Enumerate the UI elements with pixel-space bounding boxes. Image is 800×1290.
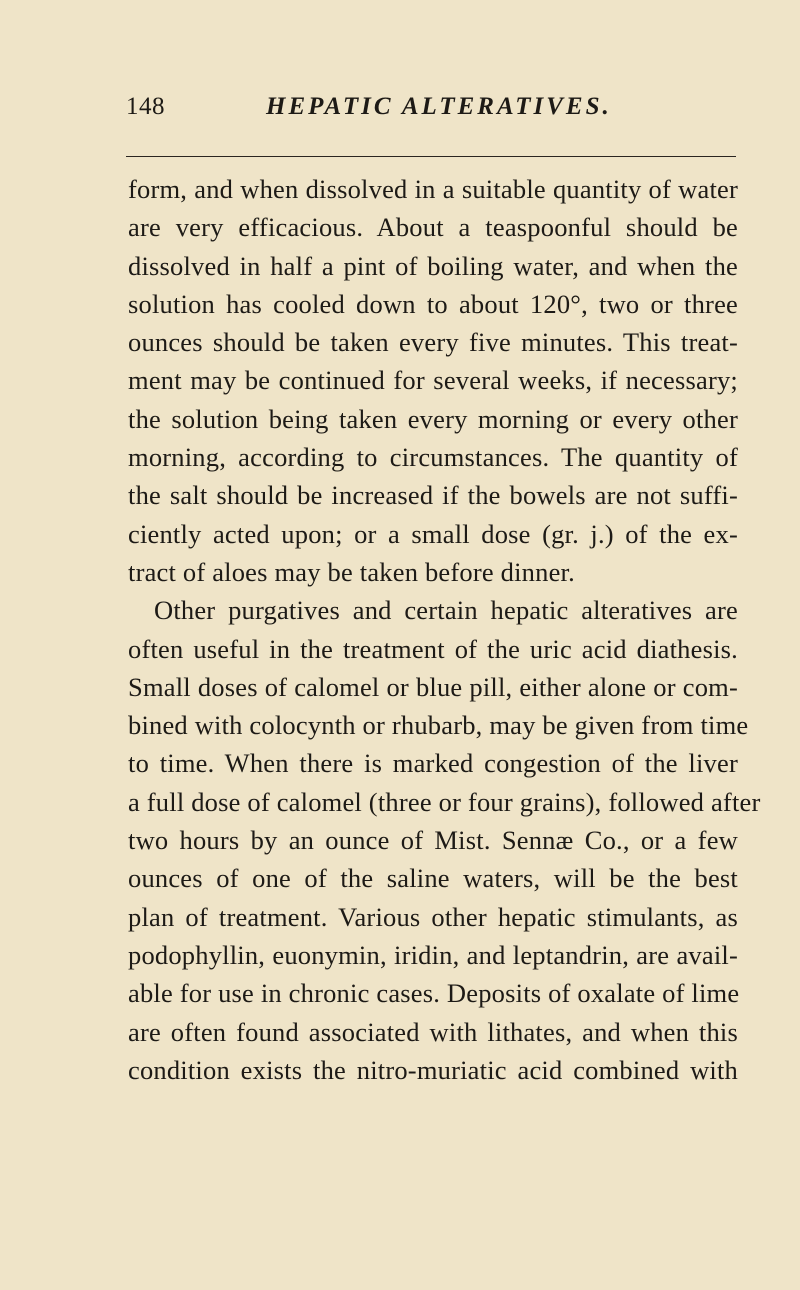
text-line: ounces should be taken every five minutes. This treat- (128, 327, 738, 358)
text-line: a full dose of calomel (three or four grains), followed after (128, 786, 761, 817)
paragraph-start-line: Other purgatives and certain hepatic alteratives are (154, 595, 738, 626)
text-line: condition exists the nitro-muriatic acid combined with (128, 1054, 738, 1085)
text-line: able for use in chronic cases. Deposits of oxalate of lime (128, 978, 740, 1009)
text-line: the solution being taken every morning or every other (128, 403, 738, 434)
running-head: HEPATIC ALTERATIVES. (266, 93, 612, 120)
text-line: ment may be continued for several weeks, if necessary; (128, 365, 738, 396)
text-line: form, and when dissolved in a suitable quantity of water (128, 174, 738, 204)
page-header (126, 93, 736, 133)
text-line: ounces of one of the saline waters, will be the best (128, 863, 738, 894)
text-line: dissolved in half a pint of boiling water, and when the (128, 250, 738, 281)
text-line: solution has cooled down to about 120°, two or three (128, 288, 738, 319)
text-line: morning, according to circumstances. The quantity of (128, 442, 738, 473)
text-line: plan of treatment. Various other hepatic stimulants, as (128, 901, 738, 932)
text-line: are often found associated with lithates, and when this (128, 1016, 738, 1047)
text-line: ciently acted upon; or a small dose (gr. j.) of the ex- (128, 518, 738, 549)
body-text (128, 170, 761, 1089)
text-line: podophyllin, euonymin, iridin, and leptandrin, are avail- (128, 939, 738, 970)
text-line: bined with colocynth or rhubarb, may be given from time (128, 710, 749, 741)
text-line: the salt should be increased if the bowels are not suffi- (128, 480, 738, 511)
text-line: tract of aloes may be taken before dinner. (128, 556, 575, 587)
text-line: to time. When there is marked congestion of the liver (128, 748, 738, 779)
text-line: often useful in the treatment of the uric acid diathesis. (128, 633, 738, 664)
text-line: are very efficacious. About a teaspoonful should be (128, 212, 738, 243)
text-line: two hours by an ounce of Mist. Sennæ Co., or a few (128, 825, 738, 856)
page-number: 148 (126, 93, 165, 120)
header-rule (126, 156, 736, 157)
text-line: Small doses of calomel or blue pill, either alone or com- (128, 671, 738, 702)
